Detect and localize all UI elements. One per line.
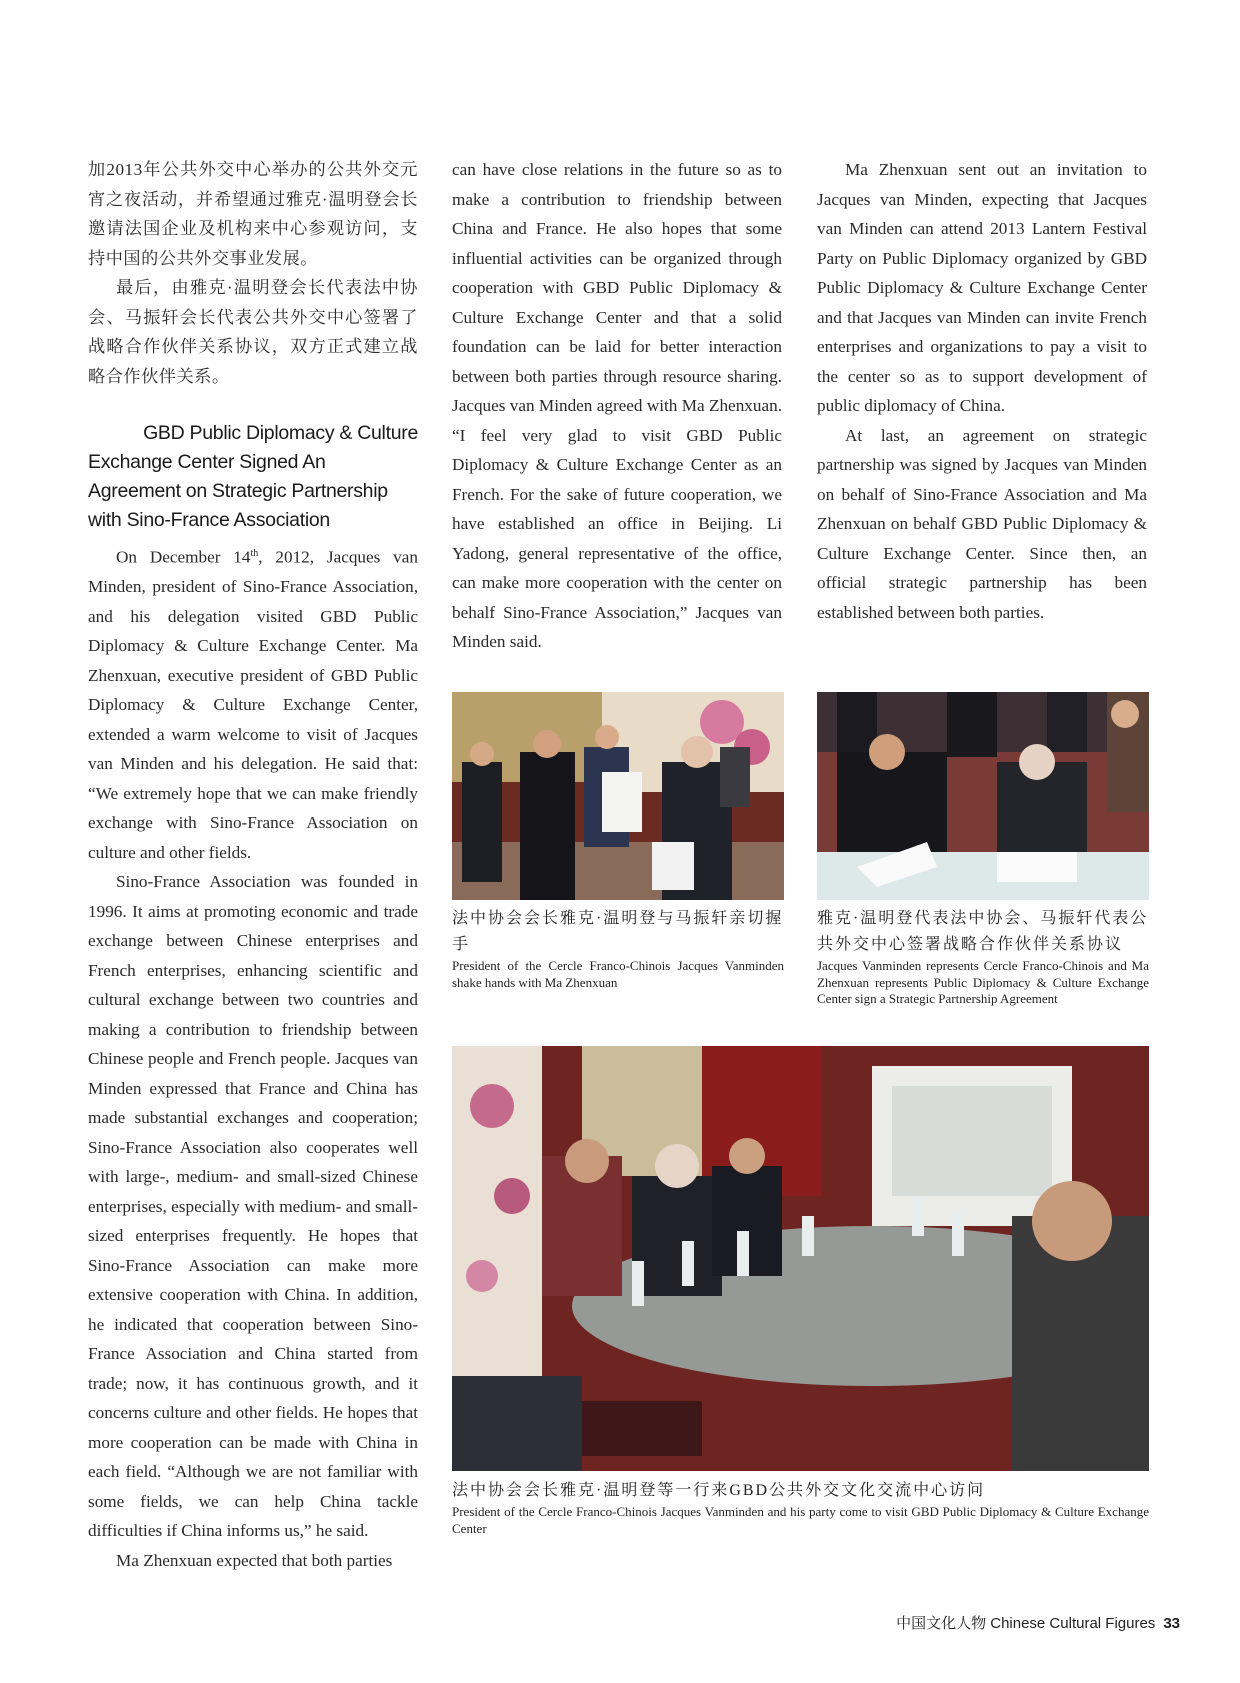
handshake-caption-zh: 法中协会会长雅克·温明登与马振轩亲切握手 <box>452 910 784 953</box>
body-paragraph-3: Ma Zhenxuan expected that both parties <box>116 1550 393 1570</box>
signing-caption-en: Jacques Vanminden represents Cercle Franco-Chinois and Ma Zhenxuan represents Public Diplomacy & Culture Exchange Center sign a Strategic Partnership Agreement <box>817 958 1149 1006</box>
page-footer <box>896 1612 1180 1633</box>
meeting-caption-zh: 法中协会会长雅克·温明登等一行来GBD公共外交文化交流中心访问 <box>452 1482 986 1499</box>
article-column-2 <box>452 155 782 657</box>
section-heading-line-1: GBD Public Diplomacy & Culture <box>143 422 418 444</box>
section-heading <box>88 419 418 535</box>
handshake-photo <box>452 692 784 900</box>
body-paragraph-2: Sino-France Association was founded in 1996. It aims at promoting economic and trade exchange between Chinese enterprises and French enterprises, enhancing scientific and cultural exchange between two countries and making a contribution to friendship between Chinese people and French people. Jacques van Minden expressed that France and China has made substantial exchanges and cooperation; Sino-France Association also cooperates well with large-, medium- and small-sized Chinese enterprises, especially with medium- and small-sized enterprises frequently. He hopes that Sino-France Association can make more extensive cooperation with China. In addition, he indicated that cooperation between Sino-France Association and China started from trade; now, it has continuous growth, and it concerns culture and other fields. He hopes that more cooperation can be made with China in each field. “Although we are not familiar with some fields, we can help China tackle difficulties if China informs us,” he said. <box>88 872 418 1541</box>
page-number: 33 <box>1163 1615 1180 1632</box>
meeting-photo <box>452 1046 1149 1471</box>
body-paragraph-6: At last, an agreement on strategic partnership was signed by Jacques van Minden on behalf of Sino-France Association and Ma Zhenxuan on behalf GBD Public Diplomacy & Culture Exchange Center. Since then, an official strategic partnership has been established between both parties. <box>817 425 1147 622</box>
chinese-paragraph-2: 最后，由雅克·温明登会长代表法中协会、马振轩会长代表公共外交中心签署了战略合作伙伴关系协议，双方正式建立战略合作伙伴关系。 <box>88 278 418 386</box>
article-column-3 <box>817 155 1147 627</box>
handshake-caption-en: President of the Cercle Franco-Chinois Jacques Vanminden shake hands with Ma Zhenxuan <box>452 958 784 990</box>
meeting-caption-en: President of the Cercle Franco-Chinois Jacques Vanminden and his party come to visit GBD Public Diplomacy & Culture Exchange Center <box>452 1504 1149 1536</box>
section-heading-rest: Exchange Center Signed An Agreement on Strategic Partnership with Sino-France Association <box>88 451 388 531</box>
signing-caption-zh: 雅克·温明登代表法中协会、马振轩代表公共外交中心签署战略合作伙伴关系协议 <box>817 910 1149 953</box>
chinese-paragraph-1: 加2013年公共外交中心举办的公共外交元宵之夜活动，并希望通过雅克·温明登会长邀请法国企业及机构来中心参观访问，支持中国的公共外交事业发展。 <box>88 160 418 268</box>
signing-photo <box>817 692 1149 900</box>
signing-caption <box>817 906 1149 1008</box>
meeting-caption <box>452 1478 1149 1537</box>
body-paragraph-5: Ma Zhenxuan sent out an invitation to Jacques van Minden, expecting that Jacques van Minden can attend 2013 Lantern Festival Party on Public Diplomacy organized by GBD Public Diplomacy & Culture Exchange Center and that Jacques van Minden can invite French enterprises and organizations to pay a visit to the center so as to support development of public diplomacy of China. <box>817 160 1147 415</box>
magazine-name: 中国文化人物 Chinese Cultural Figures <box>896 1615 1156 1632</box>
handshake-caption <box>452 906 784 991</box>
body-paragraph-1: On December 14th, 2012, Jacques van Minden, president of Sino-France Association, and his delegation visited GBD Public Diplomacy & Culture Exchange Center. Ma Zhenxuan, executive president of GBD Public Diplomacy & Culture Exchange Center, extended a warm welcome to visit of Jacques van Minden and his delegation. He said that: “We extremely hope that we can make friendly exchange with Sino-France Association on culture and other fields. <box>88 547 418 862</box>
article-column-1 <box>88 155 418 1575</box>
body-paragraph-4: can have close relations in the future so as to make a contribution to friendship between China and France. He also hopes that some influential activities can be organized through cooperation with GBD Public Diplomacy & Culture Exchange Center and that a solid foundation can be laid for better interaction between both parties through resource sharing. Jacques van Minden agreed with Ma Zhenxuan. “I feel very glad to visit GBD Public Diplomacy & Culture Exchange Center as an French. For the sake of future cooperation, we have established an office in Beijing. Li Yadong, general representative of the office, can make more cooperation with the center on behalf Sino-France Association,” Jacques van Minden said. <box>452 160 782 651</box>
